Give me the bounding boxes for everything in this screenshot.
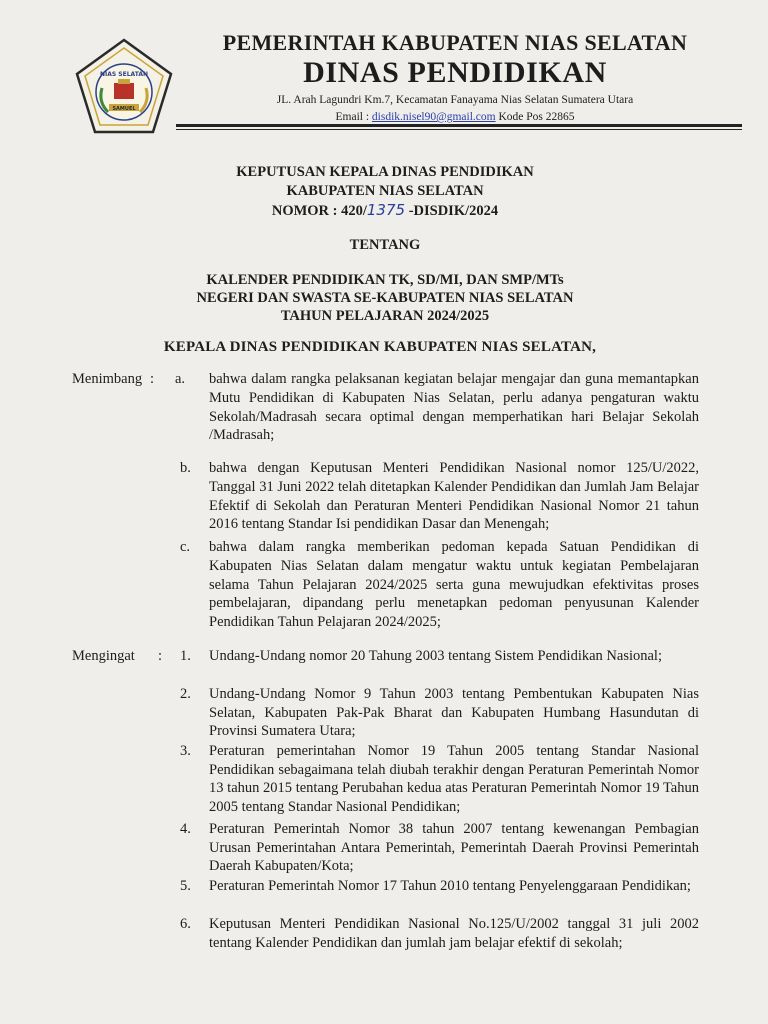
menimbang-item-a: bahwa dalam rangka pelaksanan kegiatan belajar mengajar dan guna memantapkan Mutu Pendidikan di Kabupaten Nias Selatan, perlu adanya pengaturan waktu Sekolah/Madrasah secara optimal dengan memperhatikan hari Belajar Sekolah /Madrasah; [209,371,699,444]
mengingat-marker-5: 5. [180,878,191,894]
subject-line-3: TAHUN PELAJARAN 2024/2025 [280,308,490,324]
mengingat-marker-4: 4. [180,821,191,837]
mengingat-marker-1: 1. [180,648,191,664]
decree-number [100,201,670,221]
government-name: PEMERINTAH KABUPATEN NIAS SELATAN [222,30,688,55]
mengingat-item-1: Undang-Undang nomor 20 Tahung 2003 tentang Sistem Pendidikan Nasional; [209,648,662,664]
postal-code: Kode Pos 22865 [498,111,575,123]
decree-line-1: KEPUTUSAN KEPALA DINAS PENDIDIKAN [236,164,534,180]
mengingat-item-3: Peraturan pemerintahan Nomor 19 Tahun 2005 tentang Standar Nasional Pendidikan sebagaimana telah diubah terakhir dengan Peraturan Pemerintah Nomor 13 tahun 2015 tentang Perubahan kedua atas Peraturan Pemerintah Nomor 19 Tahun 2005 tentang Standar Nasional Pendidikan; [209,743,699,815]
head-official-heading: KEPALA DINAS PENDIDIKAN KABUPATEN NIAS SELATAN, [163,339,597,355]
email-label: Email : [335,111,370,123]
mengingat-item-2: Undang-Undang Nomor 9 Tahun 2003 tentang Pembentukan Kabupaten Nias Selatan, Kabupaten Pak-Pak Bharat dan Kabupaten Humbang Hasundutan di Provinsi Sumatera Utara; [209,686,699,740]
mengingat-item-5: Peraturan Pemerintah Nomor 17 Tahun 2010 tentang Penyelenggaraan Pendidikan; [209,878,691,894]
menimbang-label: Menimbang [72,371,143,387]
decree-title [100,163,670,221]
mengingat-colon: : [158,648,163,664]
mengingat-item-4: Peraturan Pemerintah Nomor 38 tahun 2007 tentang kewenangan Pembagian Urusan Pemerintahan Antara Pemerintah, Pemerintah Daerah Provinsi Pemerintah Daerah Kabupaten/Kota; [209,821,699,875]
mengingat-marker-6: 6. [180,916,191,932]
subject-line-2: NEGERI DAN SWASTA SE-KABUPATEN NIAS SELATAN [196,290,574,306]
decree-number-suffix: -DISDIK/2024 [405,203,499,219]
mengingat-label: Mengingat [72,648,135,664]
menimbang-marker-c: c. [180,539,191,555]
letterhead-rule-thin [176,129,742,130]
menimbang-marker-a: a. [175,371,186,387]
email-link[interactable]: disdik.nisel90@gmail.com [371,111,496,123]
address: JL. Arah Lagundri Km.7, Kecamatan Fanayama Nias Selatan Sumatera Utara [276,94,634,106]
mengingat-item-6: Keputusan Menteri Pendidikan Nasional No.125/U/2002 tanggal 31 juli 2002 tentang Kalender Pendidikan dan jumlah jam belajar efektif di sekolah; [209,916,699,951]
subject-line-1: KALENDER PENDIDIKAN TK, SD/MI, DAN SMP/MTs [206,272,564,288]
mengingat-marker-3: 3. [180,743,191,759]
decree-number-prefix: NOMOR : 420/ [271,203,367,219]
logo-top-text: NIAS SELATAN [99,71,149,78]
decree-subject [60,271,710,325]
about-heading: TENTANG [349,237,421,253]
decree-number-handwritten: 1375 [366,201,406,219]
mengingat-marker-2: 2. [180,686,191,702]
letterhead-rule-thick [176,124,742,127]
district-emblem-icon [72,36,176,140]
menimbang-item-c: bahwa dalam rangka memberikan pedoman kepada Satuan Pendidikan di Kabupaten Nias Selatan dalam mengatur waktu untuk kegiatan Pembelajaran selama Tahun Pelajaran 2024/2025 serta guna mewujudkan efektivitas proses pembelajaran, dipandang perlu menetapkan pedoman penyusunan Kalender Pendidikan Tahun Pelajaran 2024/2025; [209,539,699,631]
menimbang-item-b: bahwa dengan Keputusan Menteri Pendidikan Nasional nomor 125/U/2022, Tanggal 31 Juni 2022 telah ditetapkan Kalender Pendidikan dan Jumlah Jam Belajar Efektif di Sekolah dan Peraturan Menteri Pendidikan Nasional Nomor 21 tahun 2016 tentang Standar Isi pendidikan Dasar dan Menengah; [209,460,699,533]
decree-line-2: KABUPATEN NIAS SELATAN [286,183,484,199]
logo-bottom-text: SAMUEL [112,106,136,112]
contact-line [170,109,740,125]
menimbang-colon: : [150,371,155,387]
menimbang-marker-b: b. [180,460,191,476]
letterhead [170,30,740,125]
department-name: DINAS PENDIDIKAN [303,56,607,89]
